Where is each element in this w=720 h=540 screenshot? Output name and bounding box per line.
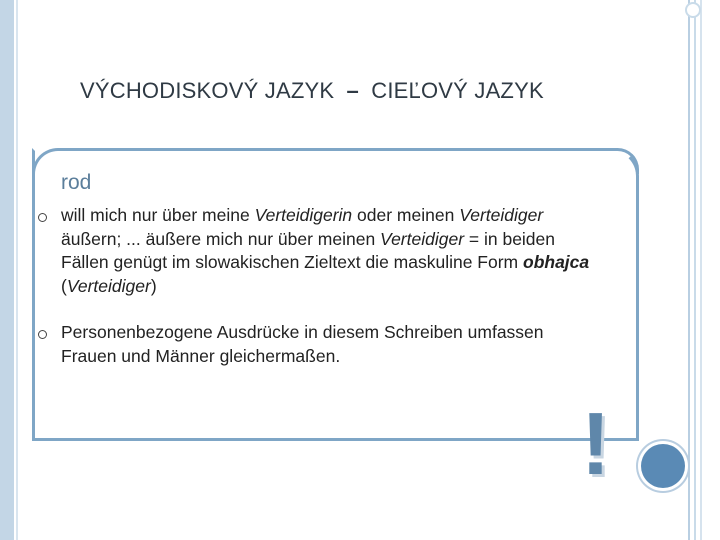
decorative-dot — [641, 444, 685, 488]
bullet-circle-icon — [38, 213, 47, 222]
right-decor-line — [688, 0, 690, 540]
right-decor-line — [694, 0, 696, 540]
corner-circle-decor — [685, 2, 701, 18]
bullet-text-part: ( — [61, 275, 67, 296]
bullet-text-part: will mich nur über — [61, 205, 203, 225]
section-heading: rod — [61, 171, 92, 194]
bullet-text-part: ) — [150, 275, 157, 296]
bullet-list — [34, 204, 594, 368]
slide-title — [80, 78, 544, 104]
bullet-text-part: = in beiden Fällen genügt im slowakischen Zieltext die maskuline Form — [61, 228, 556, 272]
title-target-language: CIEĽOVÝ JAZYK — [371, 78, 544, 103]
bullet-text-part: Personenbezogene Ausdrücke in diesem Schreiben umfassen Frauen und Männer gleichermaßen. — [61, 322, 544, 366]
bullet-item — [34, 204, 594, 298]
bullet-text-part: Verteidiger — [66, 275, 151, 296]
bullet-text-part: Verteidiger — [380, 228, 465, 249]
right-decor-line — [700, 0, 702, 540]
bullet-text-part: äußern; ... äußere mich nur über meinen — [61, 228, 381, 249]
left-decor-bar — [0, 0, 14, 540]
bullet-text-part: meine — [202, 205, 255, 225]
bullet-text-part: Verteidigerin — [254, 205, 353, 225]
title-dash: – — [346, 78, 359, 103]
bullet-circle-icon — [38, 330, 47, 339]
exclamation-mark: ! — [581, 394, 611, 493]
bullet-text-part: Verteidiger — [459, 205, 544, 225]
bullet-item — [34, 321, 594, 368]
bullet-text-part: oder meinen — [352, 205, 460, 225]
title-source-language: VÝCHODISKOVÝ JAZYK — [80, 78, 335, 103]
bullet-text-part: obhajca — [523, 252, 590, 272]
left-decor-line — [16, 0, 18, 540]
